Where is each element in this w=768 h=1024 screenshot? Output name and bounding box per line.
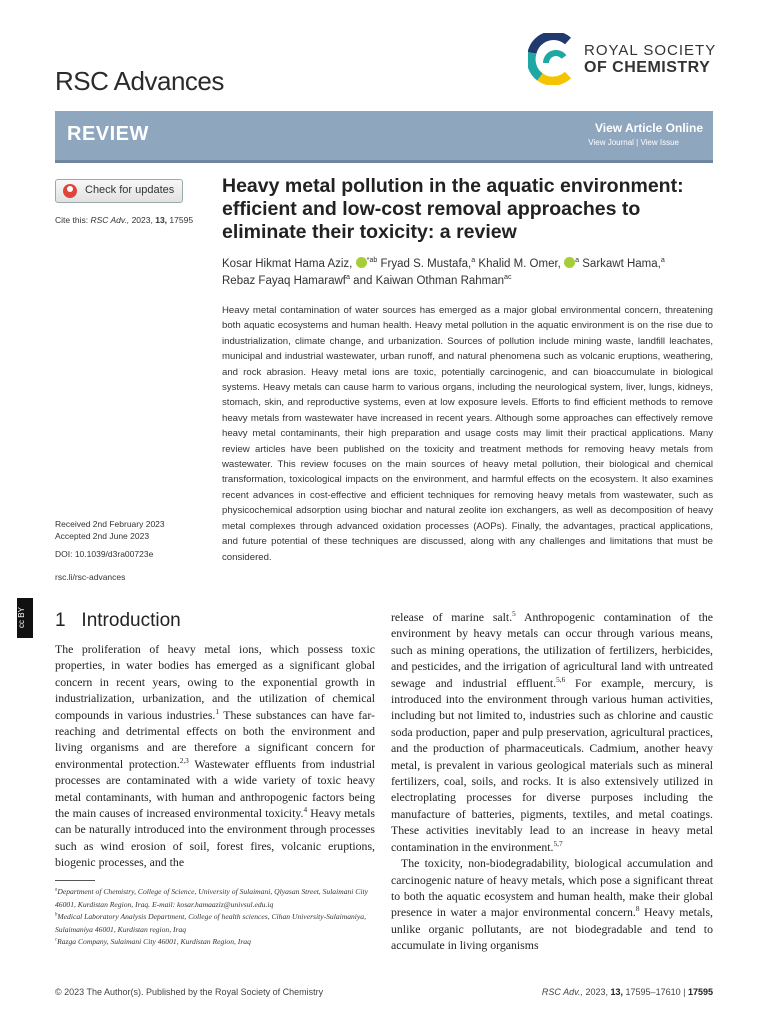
view-article-online-link[interactable]: View Article Online: [594, 121, 703, 135]
footnote: $^a$Department of Chemistry, College of Science, University of Sulaimani, Qlyasan Street, Sulaimani City 46001, Kurdistan Region, Iraq. E-mail: kosar.hamaaziz@univsul.edu.iq: [55, 887, 368, 909]
author-list: Kosar Hikmat Hama Aziz, $^{*ab}$ Fryad S. Mustafa,$^a$ Khalid M. Omer, $^a$ Sarkawt Hama,$^a$ Rebaz Fayaq Hamarawf$^a$ and Kaiwan Othman Rahman$^{ac}$: [222, 256, 665, 287]
reference-link[interactable]: 1: [215, 706, 220, 716]
page-number: 17595: [687, 987, 713, 997]
footnote: $^b$Medical Laboratory Analysis Department, College of health sciences, Cihan University-Sulaimaniya, Sulaimaniya 46001, Kurdistan region, Iraq: [55, 912, 366, 934]
author-name[interactable]: Rebaz Fayaq Hamarawf: [222, 275, 346, 287]
reference-link[interactable]: 5,7: [553, 838, 563, 848]
page-citation: RSC Adv., 2023, 13, 17595–17610 | 17595: [541, 987, 713, 997]
citation: Cite this: RSC Adv., 2023, 13, 17595: [55, 215, 194, 225]
reference-link[interactable]: 5,6: [556, 674, 566, 684]
crossmark-icon: [63, 184, 77, 198]
footnote: $^c$Razga Company, Sulaimani City 46001, Kurdistan Region, Iraq: [55, 937, 251, 947]
author-name[interactable]: Kosar Hikmat Hama Aziz,: [222, 258, 353, 270]
author-name[interactable]: Khalid M. Omer,: [478, 258, 561, 270]
orcid-icon[interactable]: [356, 257, 367, 268]
body-text-right-column: release of marine salt.$^5$ Anthropogenic contamination of the environment by heavy metals can occur through various means, such as mining operations, the utilization of fertilizers, herbicides, and pesticides, and the irrigation of agricultural land with untreated sewage and industrial effluent.$^{5,6}$ For example, mercury, is introduced into the environment through various human activities, including but not limited to, industries such as chlorine and caustic soda production, paper and pulp preservation, agricultural practices, and the production of pharmaceuticals. Cadmium, another heavy metal, is prevalent in various geological materials such as mineral fertilizers, coal, soils, and rocks. It is also extensively utilized in electroplating processes for diverse purposes including the manufacture of batteries, pigments, textiles, and metal coatings. These activities inevitably lead to an increase in heavy metal contamination in the environment.$^{5,7}$ The toxicity, non-biodegradability, biological accumulation and carcinogenic nature of heavy metals, which pose a significant threat to both the aquatic ecosystem and human health, make their global presence in water a major environmental concern.$^8$ Heavy metals, unlike organic pollutants, are not biodegradable and tend to accumulate in living organisms: [391, 609, 714, 953]
accepted-date: Accepted 2nd June 2023: [55, 531, 150, 541]
abstract: Heavy metal contamination of water sources has emerged as a major global environmental concern, threatening both aquatic ecosystems and human health. Heavy metal pollution in the aquatic environment is on the rise due to industrialization, climate change, and urbanization. Sources of pollution include mining waste, landfill leachates, municipal and industrial wastewater, urban runoff, and natural phenomena such as volcanic eruptions, weathering, and rock abrasion. Heavy metal ions are toxic, potentially carcinogenic, and can bioaccumulate in biological systems. Heavy metals can cause harm to various organs, including the neurological system, liver, lungs, kidneys, stomach, skin, and reproductive systems, even at low exposure levels. Efforts to find efficient methods to remove heavy metals from wastewater have increased in recent years. Although some approaches can effectively remove heavy metal contaminants, their high preparation and usage costs may limit their practical applications. Many review articles have been published on the toxicity and treatment methods for removing heavy metals from wastewater. This review focuses on the main sources of heavy metal pollution, their biological and chemical transformation, toxicological impacts on the environment, and harmful effects on the ecosystem. It also examines recent advances in cost-effective and efficient techniques for removing heavy metals from wastewater, such as physicochemical adsorption using biochar and natural zeolite ion exchangers, as well as decomposition of heavy metal complexes through advanced oxidation processes (AOPs). Finally, the advantages, practical applications, and future potential of these techniques are discussed, along with any challenges and limitations that must be considered.: [222, 305, 713, 563]
body-text-left-column: The proliferation of heavy metal ions, which possess toxic properties, in water bodies has emerged as a significant global concern in recent years, owing to the exponential growth in industrialization, urbanization, and the utilization of chemical compounds in various industries.$^1$ These substances can have far-reaching and detrimental effects on both the environment and living organisms and are therefore a significant concern for environmental protection.$^{2,3}$ Wastewater effluents from industrial processes are contaminated with a wide variety of toxic heavy metal contaminants, with human and anthropogenic factors being the main causes of increased environmental toxicity.$^4$ Heavy metals can be naturally introduced into the environment through processes such as wind erosion of soil, forest fires, volcanic eruptions, biogenic processes, and the: [55, 642, 376, 870]
journal-url[interactable]: rsc.li/rsc-advances: [55, 572, 126, 582]
reference-link[interactable]: 5: [512, 609, 516, 619]
received-accepted-dates: [55, 518, 165, 542]
publisher-line1: ROYAL SOCIETY: [584, 42, 717, 59]
publisher-line2: OF CHEMISTRY: [584, 59, 711, 76]
check-updates-label: Check for updates: [85, 184, 175, 196]
author-name[interactable]: Sarkawt Hama,: [582, 258, 661, 270]
reference-link[interactable]: 4: [303, 805, 308, 815]
copyright: © 2023 The Author(s). Published by the Royal Society of Chemistry: [55, 987, 324, 997]
rsc-logo-icon: [528, 33, 574, 85]
article-type-banner: [55, 111, 713, 163]
received-date: Received 2nd February 2023: [55, 519, 165, 529]
orcid-icon[interactable]: [564, 257, 575, 268]
rsc-logo[interactable]: [528, 33, 718, 85]
journal-name: RSC Advances: [55, 66, 224, 96]
section-heading: 1 Introduction: [55, 610, 181, 631]
doi[interactable]: DOI: 10.1039/d3ra00723e: [55, 549, 154, 559]
reference-link[interactable]: 8: [635, 904, 640, 914]
view-journal-issue-links[interactable]: View Journal | View Issue: [588, 138, 679, 147]
check-for-updates-button[interactable]: [55, 179, 183, 203]
reference-link[interactable]: 2,3: [179, 755, 189, 765]
page-footer: [55, 987, 713, 997]
footnote-divider: [55, 880, 95, 881]
article-title: Heavy metal pollution in the aquatic environment: efficient and low-cost removal approaches to eliminate their toxicity: a review: [222, 175, 684, 243]
author-name[interactable]: Kaiwan Othman Rahman: [375, 275, 505, 287]
cc-license-badge[interactable]: cc BY: [17, 598, 33, 638]
affiliation-footnotes: [55, 886, 375, 949]
article-type: REVIEW: [67, 123, 149, 145]
author-name[interactable]: Fryad S. Mustafa,: [380, 258, 472, 270]
